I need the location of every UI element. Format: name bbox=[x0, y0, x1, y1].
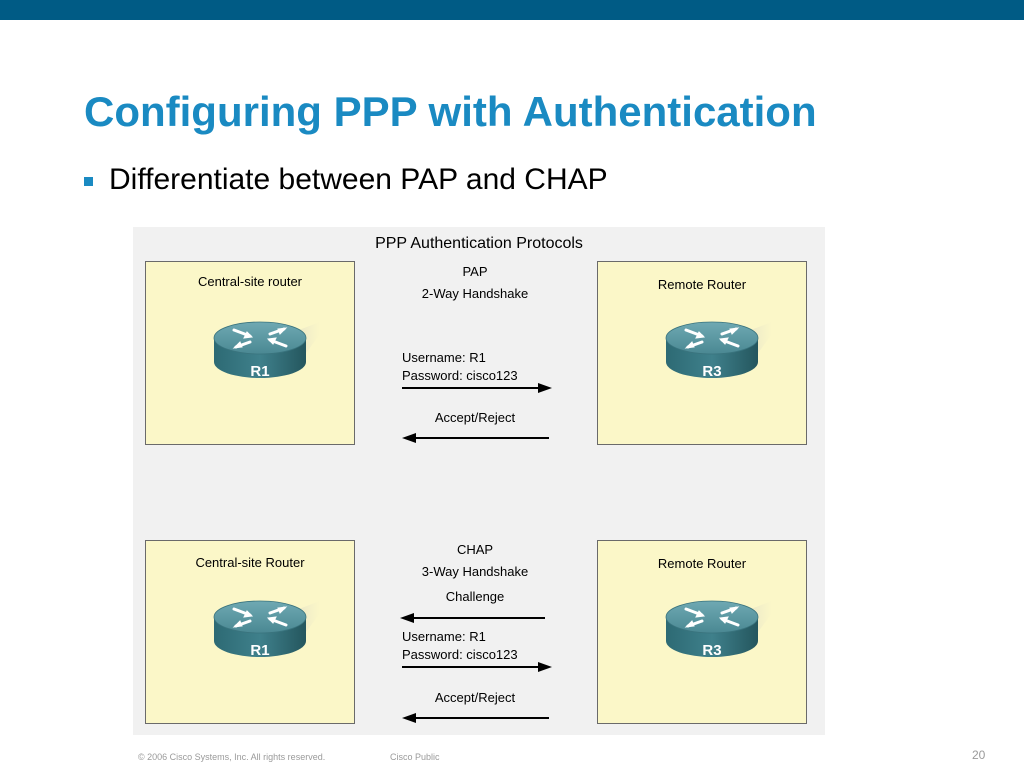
figure-title: PPP Authentication Protocols bbox=[375, 235, 583, 252]
chap-central-site-label: Central-site Router bbox=[195, 555, 305, 570]
pap-response-label: Accept/Reject bbox=[434, 410, 516, 425]
pap-central-site-box bbox=[145, 261, 355, 445]
arrow-left-icon bbox=[401, 712, 551, 724]
square-bullet-icon bbox=[84, 177, 93, 186]
arrow-left-icon bbox=[399, 612, 549, 624]
bullet-text: Differentiate between PAP and CHAP bbox=[109, 163, 608, 196]
top-bar bbox=[0, 0, 1024, 20]
router-icon bbox=[202, 314, 322, 386]
router-icon bbox=[202, 593, 322, 665]
pap-remote-router-box bbox=[597, 261, 807, 445]
chap-password-label: Password: cisco123 bbox=[402, 647, 518, 662]
chap-response-label: Accept/Reject bbox=[434, 690, 516, 705]
chap-central-site-box bbox=[145, 540, 355, 724]
pap-central-site-label: Central-site router bbox=[197, 274, 303, 289]
arrow-right-icon bbox=[400, 382, 554, 394]
pap-r3-label: R3 bbox=[702, 363, 722, 380]
bullet-item bbox=[84, 163, 608, 197]
chap-remote-router-box bbox=[597, 540, 807, 724]
chap-protocol-label: CHAP bbox=[456, 542, 494, 557]
pap-r1-label: R1 bbox=[250, 363, 270, 380]
footer-classification: Cisco Public bbox=[390, 752, 440, 762]
router-icon bbox=[654, 593, 774, 665]
chap-remote-router-label: Remote Router bbox=[657, 556, 747, 571]
slide-title: Configuring PPP with Authentication bbox=[84, 88, 817, 135]
footer-copyright: © 2006 Cisco Systems, Inc. All rights reserved. bbox=[138, 752, 326, 762]
router-icon bbox=[654, 314, 774, 386]
chap-r3-label: R3 bbox=[702, 642, 722, 659]
chap-username-label: Username: R1 bbox=[402, 629, 486, 644]
arrow-left-icon bbox=[401, 432, 551, 444]
pap-protocol-label: PAP bbox=[462, 264, 488, 279]
pap-password-label: Password: cisco123 bbox=[402, 368, 518, 383]
pap-handshake-label: 2-Way Handshake bbox=[421, 286, 529, 301]
ppp-authentication-figure bbox=[133, 227, 825, 735]
pap-remote-router-label: Remote Router bbox=[657, 277, 747, 292]
arrow-right-icon bbox=[400, 661, 554, 673]
pap-username-label: Username: R1 bbox=[402, 350, 486, 365]
chap-r1-label: R1 bbox=[250, 642, 270, 659]
page-number: 20 bbox=[972, 748, 986, 762]
chap-challenge-label: Challenge bbox=[445, 589, 505, 604]
chap-handshake-label: 3-Way Handshake bbox=[421, 564, 529, 579]
